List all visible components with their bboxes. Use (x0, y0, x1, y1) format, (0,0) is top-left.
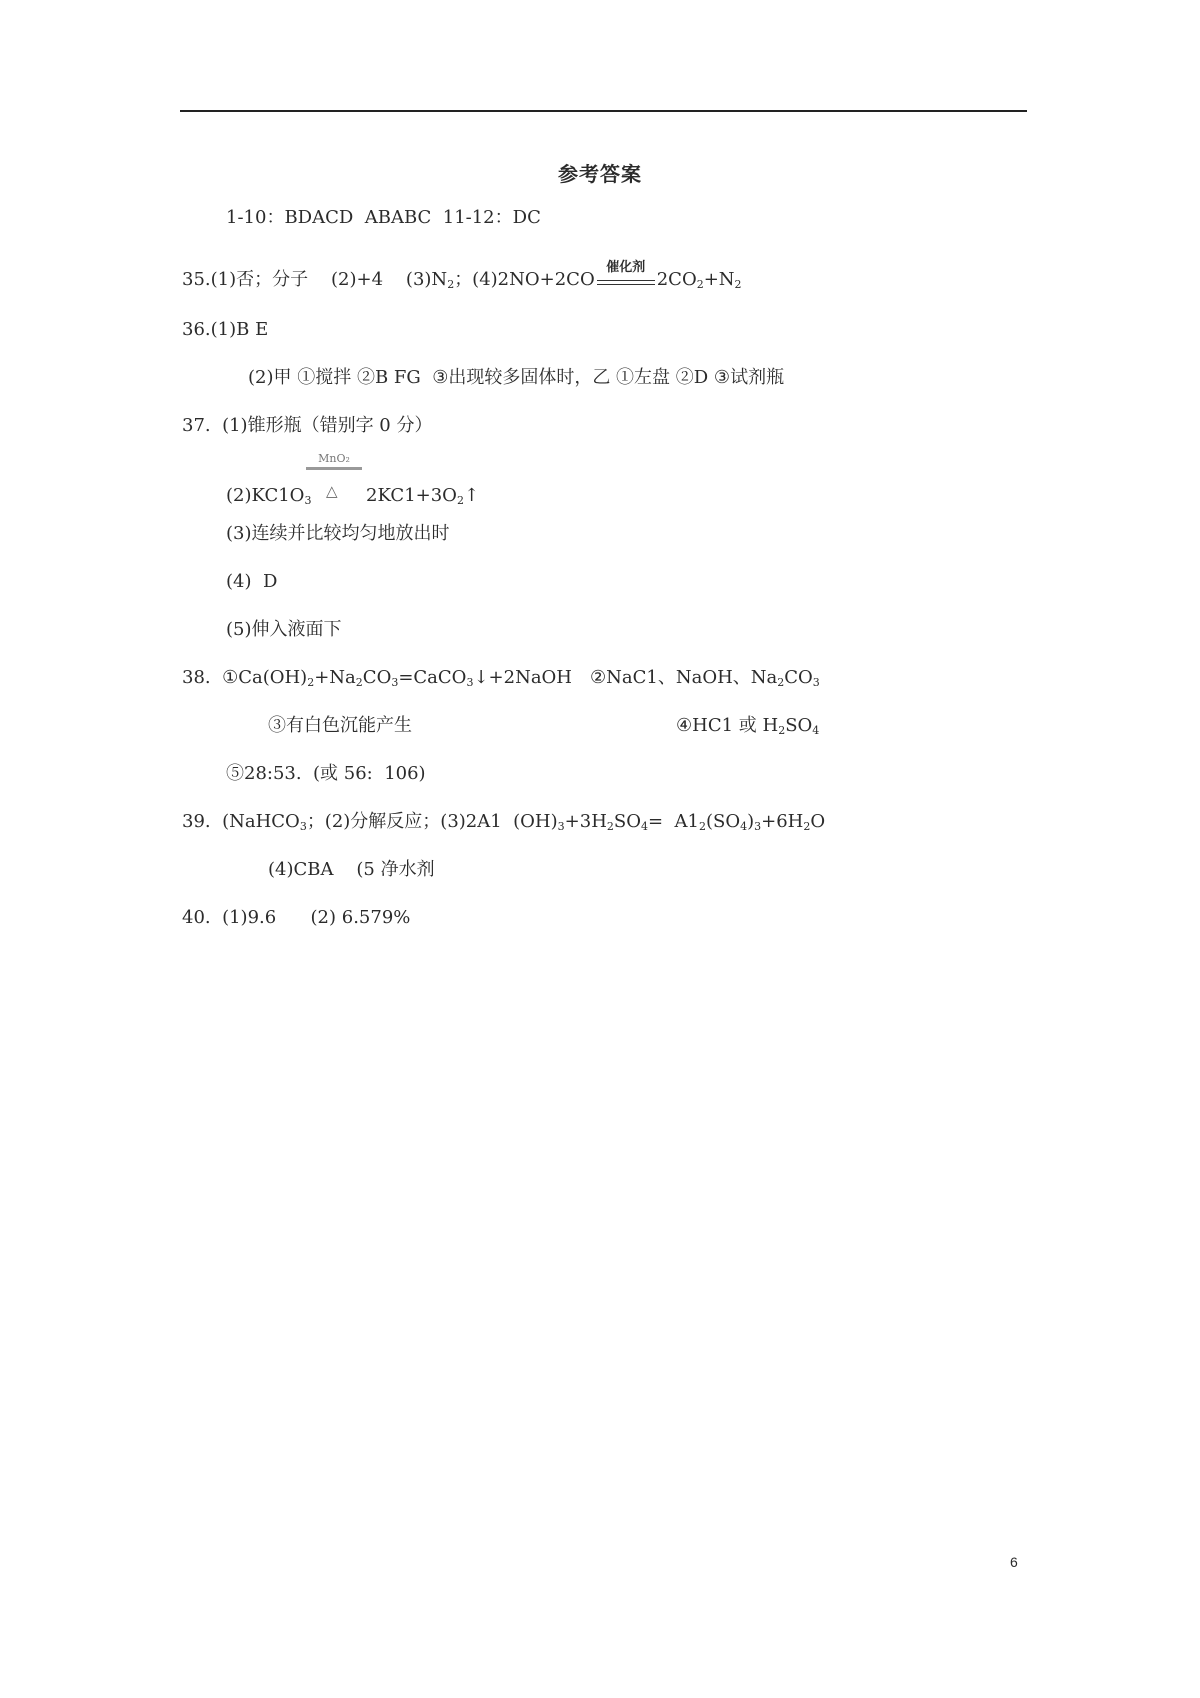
catalyst-mno2-label: MnO₂ (318, 452, 350, 465)
answer-37-line4: (4) D (226, 571, 278, 592)
answer-37-products: $2KC1+3O_2↑$ (366, 485, 480, 507)
answer-36-line1: 36.(1)B E (182, 319, 269, 340)
page-title: 参考答案 (558, 162, 642, 186)
answer-38-part5: ⑤28:53. (或 56: 106) (226, 763, 426, 784)
answer-37-line3: (3)连续并比较均匀地放出时 (226, 523, 450, 544)
answer-38-part2: ②NaC1、NaOH、$Na_2CO_3$ (590, 667, 820, 689)
answer-39-line2: (4)CBA (5 净水剂 (268, 859, 435, 880)
page-number: 6 (1010, 1554, 1018, 1570)
answer-40: 40. (1)9.6 (2) 6.579% (182, 907, 411, 928)
answer-36-line2: (2)甲 ①搅拌 ②B FG ③出现较多固体时，乙 ①左盘 ②D ③试剂瓶 (248, 367, 785, 388)
header-rule (180, 110, 1027, 112)
reaction-arrow-catalyst: 催化剂 (595, 268, 657, 292)
answer-39-line1: 39. (NaHCO$_3$；(2)分解反应；(3)2A1 $(OH)_3+3H_2SO_4= A1_2(SO_4)_3+6H_2O$ (182, 811, 826, 833)
mc-answers: 1-10：BDACD ABABC 11-12：DC (226, 207, 541, 228)
answer-38-part3: ③有白色沉能产生 (268, 715, 412, 736)
answer-38-part1: 38. $①Ca(OH)_2+Na_2CO_3=CaCO_3↓+2NaOH$ (182, 667, 573, 689)
answer-37-line5: (5)伸入液面下 (226, 619, 342, 640)
answer-37-line1: 37. (1)锥形瓶（错别字 0 分） (182, 415, 433, 436)
answer-35: 35.(1)否；分子 (2)+4 $(3)N_2$；(4)2NO+2CO 催化剂 $2CO_2+N_2$ (182, 260, 742, 291)
heat-triangle-icon: △ (326, 482, 338, 500)
answer-37-equation: $(2)KC1O_3$ (226, 485, 312, 507)
catalyst-bar (306, 467, 362, 470)
answer-38-part4: ④HC1 或 $H_2SO_4$ (676, 715, 820, 737)
